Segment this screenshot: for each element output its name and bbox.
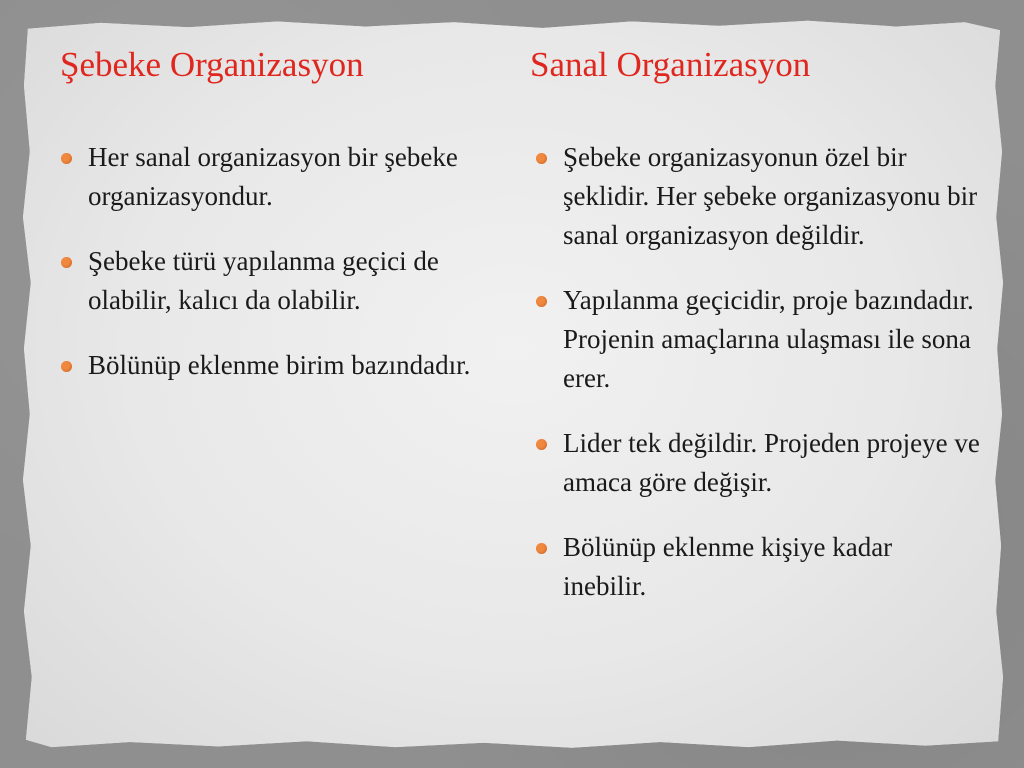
right-column-title: Sanal Organizasyon	[530, 45, 811, 84]
list-item-text: Şebeke türü yapılanma geçici de olabilir, kalıcı da olabilir.	[88, 246, 439, 315]
right-bullet-list	[535, 138, 980, 632]
list-item-text: Şebeke organizasyonun özel bir şeklidir. Her şebeke organizasyonu bir sanal organizasyon değildir.	[563, 142, 978, 250]
list-item	[60, 138, 490, 216]
list-item-text: Bölünüp eklenme kişiye kadar inebilir.	[563, 532, 893, 601]
list-item-text: Yapılanma geçicidir, proje bazındadır. Projenin amaçlarına ulaşması ile sona erer.	[563, 285, 974, 393]
list-item	[60, 346, 490, 385]
list-item	[535, 281, 980, 398]
bullet-dot-icon	[61, 153, 72, 164]
list-item-text: Lider tek değildir. Projeden projeye ve amaca göre değişir.	[563, 428, 980, 497]
bullet-dot-icon	[536, 543, 547, 554]
bullet-dot-icon	[536, 153, 547, 164]
bullet-dot-icon	[536, 296, 547, 307]
list-item	[60, 242, 490, 320]
list-item	[535, 138, 980, 255]
bullet-dot-icon	[536, 439, 547, 450]
left-column-title: Şebeke Organizasyon	[60, 45, 364, 84]
bullet-dot-icon	[61, 257, 72, 268]
list-item-text: Her sanal organizasyon bir şebeke organizasyondur.	[88, 142, 458, 211]
list-item-text: Bölünüp eklenme birim bazındadır.	[88, 350, 471, 380]
list-item	[535, 424, 980, 502]
bullet-dot-icon	[61, 361, 72, 372]
left-bullet-list	[60, 138, 490, 411]
list-item	[535, 528, 980, 606]
